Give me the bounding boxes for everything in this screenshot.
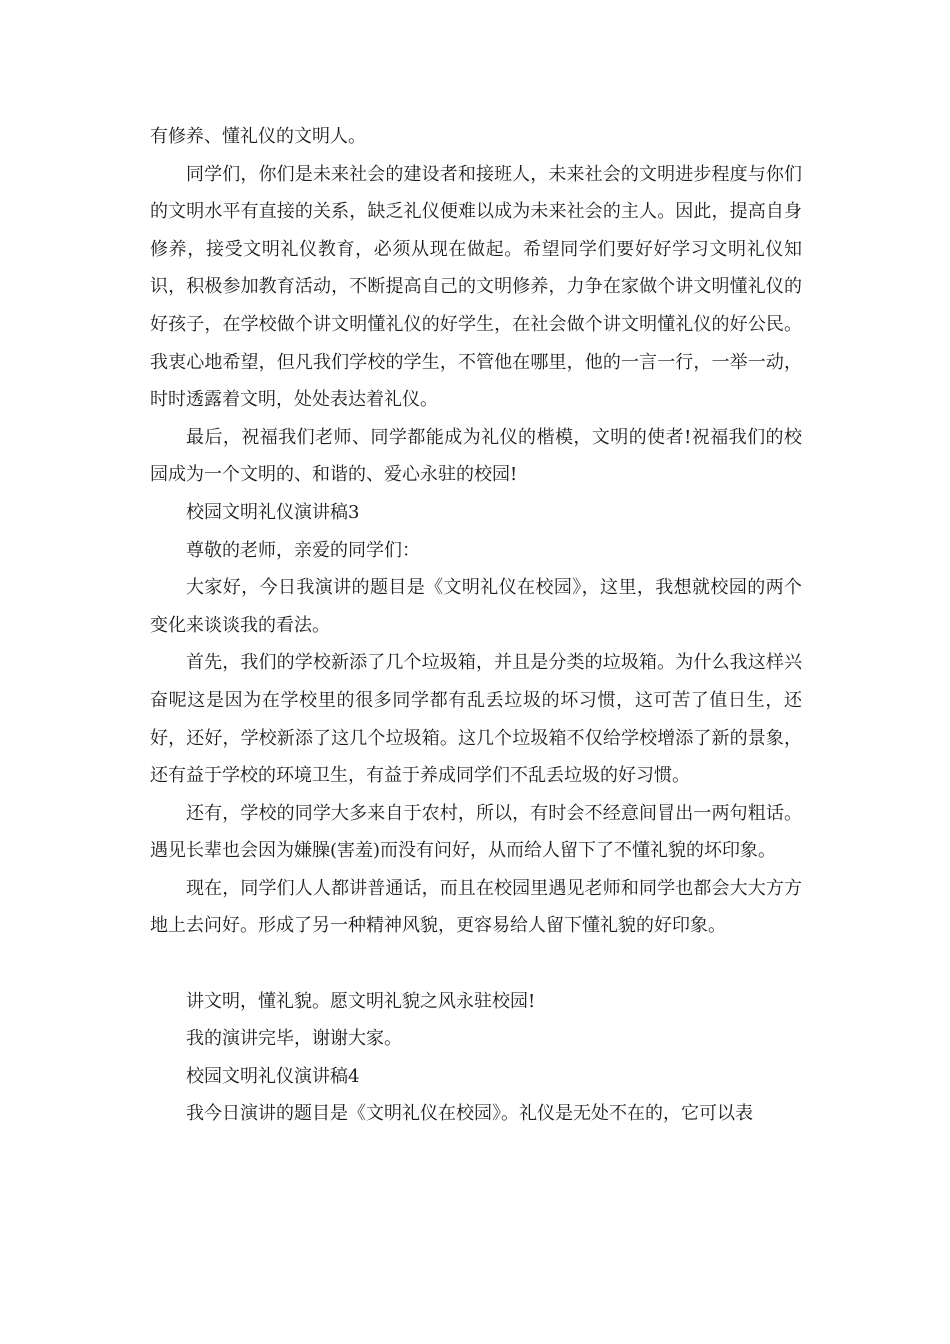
paragraph: 尊敬的老师，亲爱的同学们：: [186, 539, 420, 561]
paragraph: 讲文明，懂礼貌。愿文明礼貌之风永驻校园!: [186, 990, 536, 1012]
paragraph: 现在，同学们人人都讲普通话，而且在校园里遇见老师和同学也都会大大方方地上去问好。形成了另一种精神风貌，更容易给人留下懂礼貌的好印象。: [150, 877, 802, 937]
paragraph: 我今日演讲的题目是《文明礼仪在校园》。礼仪是无处不在的，它可以表: [186, 1103, 753, 1125]
paragraph: 校园文明礼仪演讲稿3: [186, 501, 360, 523]
blank-line: [150, 945, 802, 983]
paragraph: 最后，祝福我们老师、同学都能成为礼仪的楷模，文明的使者!祝福我们的校园成为一个文明的、和谐的、爱心永驻的校园!: [150, 426, 802, 486]
paragraph: 还有，学校的同学大多来自于农村，所以，有时会不经意间冒出一两句粗话。遇见长辈也会因为嫌臊(害羞)而没有问好，从而给人留下了不懂礼貌的坏印象。: [150, 802, 802, 862]
paragraph: 大家好，今日我演讲的题目是《文明礼仪在校园》，这里，我想就校园的两个变化来谈谈我的看法。: [150, 577, 802, 636]
paragraph: 我的演讲完毕，谢谢大家。: [186, 1028, 402, 1050]
document-body: [150, 118, 802, 1133]
paragraph: 有修养、懂礼仪的文明人。: [150, 126, 366, 147]
paragraph: 校园文明礼仪演讲稿4: [186, 1065, 360, 1087]
paragraph: 首先，我们的学校新添了几个垃圾箱，并且是分类的垃圾箱。为什么我这样兴奋呢这是因为在学校里的很多同学都有乱丢垃圾的坏习惯，这可苦了值日生，还好，还好，学校新添了这几个垃圾箱。这几个垃圾箱不仅给学校增添了新的景象，还有益于学校的环境卫生，有益于养成同学们不乱丢垃圾的好习惯。: [150, 652, 802, 787]
paragraph: 同学们，你们是未来社会的建设者和接班人，未来社会的文明进步程度与你们的文明水平有直接的关系，缺乏礼仪便难以成为未来社会的主人。因此，提高自身修养，接受文明礼仪教育，必须从现在做起。希望同学们要好好学习文明礼仪知识，积极参加教育活动，不断提高自己的文明修养，力争在家做个讲文明懂礼仪的好孩子，在学校做个讲文明懂礼仪的好学生，在社会做个讲文明懂礼仪的好公民。我衷心地希望，但凡我们学校的学生，不管他在哪里，他的一言一行，一举一动，时时透露着文明，处处表达着礼仪。: [150, 163, 802, 411]
